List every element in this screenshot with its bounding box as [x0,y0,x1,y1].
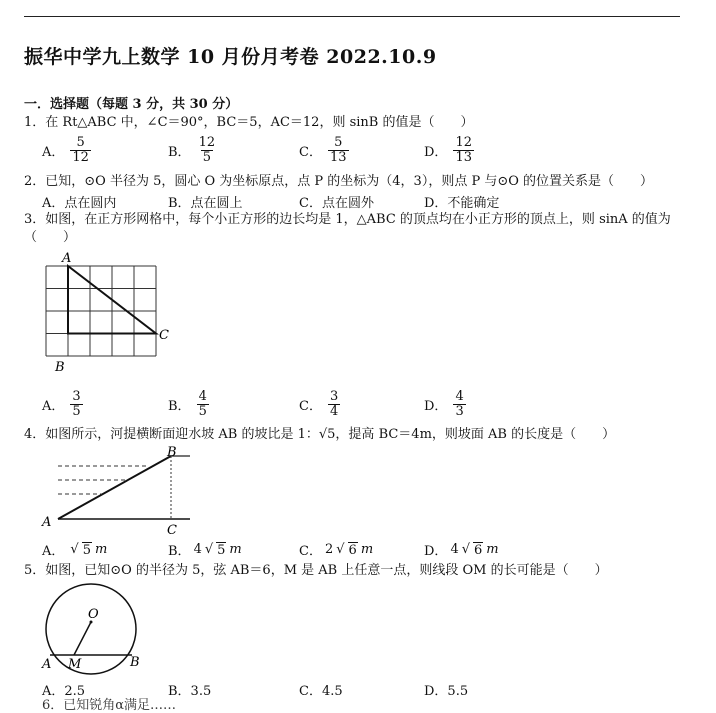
q5-option-b[interactable]: B．3.5 [168,684,212,699]
q2-option-a[interactable]: A．点在圆内 [42,196,117,211]
q3-option-a[interactable]: A． $\frac{3}{5}$ [42,389,81,419]
question-2-text: 2．已知，⊙O 半径为 5，圆心 O 为坐标原点，点 P 的坐标为（4，3），则点 P 与⊙O 的位置关系是（ ） [24,174,654,189]
segment-om [74,622,91,655]
q4-option-a[interactable]: A． √ 5 m [42,542,108,559]
radical-sign: √ [461,542,471,557]
next-question-partial: 6．已知锐角α满足…… [42,698,177,713]
q2-option-c[interactable]: C．点在圆外 [299,196,374,211]
q2-option-b[interactable]: B．点在圆上 [168,196,243,211]
q4-option-d[interactable]: D． 4 √ 6 m [424,542,499,559]
embankment-figure [38,446,198,542]
circle-figure [38,582,148,678]
grid-figure-svg [38,250,178,380]
center-o-label: O [88,607,99,622]
slope-ab [58,456,171,519]
fraction: $\frac{3}{5}$ [72,389,81,419]
question-3-text-cont: （ ） [24,230,77,245]
vertex-c-label: C [159,328,169,343]
fraction: $\frac{5}{12}$ [72,135,89,165]
page-title: 振华中学九上数学 10 月份月考卷 2022.10.9 [24,46,437,68]
q3-option-d[interactable]: D． $\frac{4}{3}$ [424,389,464,419]
q4-option-c[interactable]: C． 2 √ 6 m [299,542,374,559]
q5-option-a[interactable]: A．2.5 [42,684,86,699]
question-5-text: 5．如图，已知⊙O 的半径为 5，弦 AB＝6，M 是 AB 上任意一点，则线段 OM 的长可能是（ ） [24,563,608,578]
q5-option-d[interactable]: D．5.5 [424,684,469,699]
fraction: $\frac{4}{5}$ [198,389,207,419]
vertex-a-label: A [62,251,72,266]
question-3-text: 3．如图，在正方形网格中，每个小正方形的边长均是 1，△ABC 的顶点均在小正方形的顶点上，则 sinA 的值为 [24,212,671,227]
radical-sign: √ [70,542,79,557]
fraction: $\frac{3}{4}$ [329,389,339,419]
fraction: $\frac{5}{13}$ [329,135,347,165]
q4-option-b[interactable]: B． 4 √ 5 m [168,542,242,559]
top-rule [24,16,680,17]
question-4-text: 4．如图所示，河提横断面迎水坡 AB 的坡比是 1：√5，提高 BC＝4m，则坡面 AB 的长度是（ ） [24,427,616,442]
point-a-label: A [42,657,52,672]
circle-o [46,584,136,674]
point-b-label: B [167,445,177,460]
radical-sign: √ [336,542,345,557]
fraction: $\frac{12}{5}$ [198,135,216,165]
point-c-label: C [167,523,177,538]
water-lines [58,466,148,494]
grid-lines [46,266,156,356]
vertex-b-label: B [55,360,65,375]
grid-triangle-figure [38,250,178,380]
circle-svg [38,582,148,678]
embankment-svg [38,446,198,542]
q1-option-c[interactable]: C． $\frac{5}{13}$ [299,135,347,165]
point-b-label: B [130,655,140,670]
question-1-text: 1．在 Rt△ABC 中，∠C＝90°，BC＝5，AC＝12，则 sinB 的值是（ ） [24,115,474,130]
point-a-label: A [42,515,52,530]
fraction: $\frac{12}{13}$ [455,135,472,165]
point-m-label: M [68,657,82,672]
radical-sign: √ [204,542,214,557]
q3-option-c[interactable]: C． $\frac{3}{4}$ [299,389,339,419]
q1-option-a[interactable]: A． $\frac{5}{12}$ [42,135,89,165]
fraction: $\frac{4}{3}$ [455,389,464,419]
q1-option-d[interactable]: D． $\frac{12}{13}$ [424,135,472,165]
q1-option-b[interactable]: B． $\frac{12}{5}$ [168,135,216,165]
section-heading: 一．选择题（每题 3 分，共 30 分） [24,97,239,112]
q5-option-c[interactable]: C．4.5 [299,684,343,699]
q2-option-d[interactable]: D．不能确定 [424,196,500,211]
q3-option-b[interactable]: B． $\frac{4}{5}$ [168,389,207,419]
